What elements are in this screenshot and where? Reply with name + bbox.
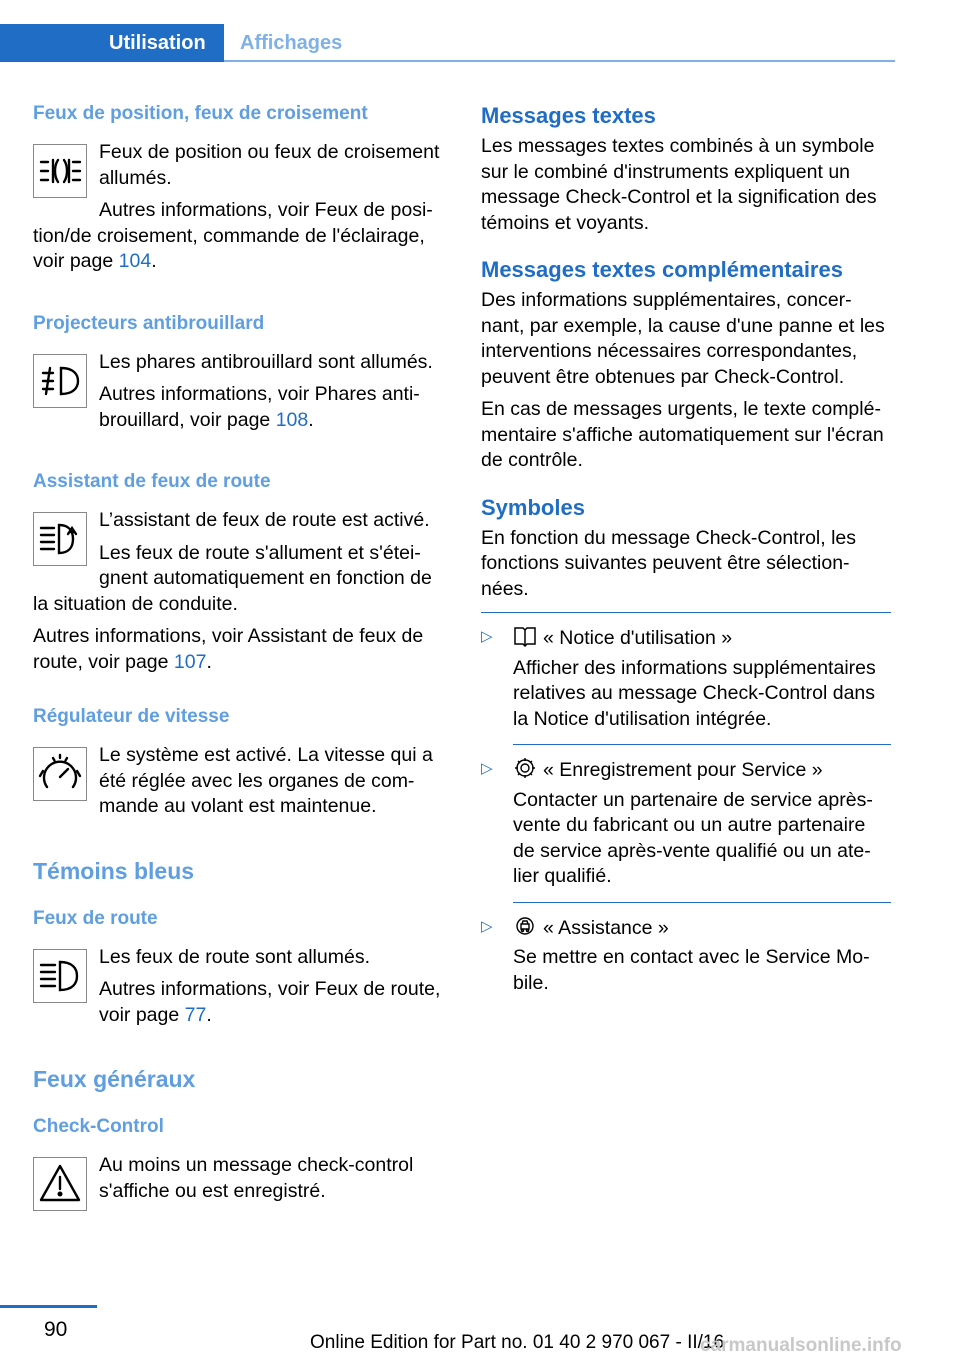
paragraph: Au moins un message check-control s'affiche ou est enregistré. bbox=[99, 1154, 414, 1202]
heading-general-lights: Feux généraux bbox=[33, 1066, 196, 1092]
divider bbox=[513, 744, 891, 745]
section-title: Projecteurs antibrouillard bbox=[33, 312, 265, 334]
paragraph: Autres informations, voir Assistant de feux de route, voir page bbox=[33, 625, 424, 673]
bullet-label: « Assistance » bbox=[543, 916, 669, 939]
book-icon[interactable] bbox=[513, 625, 537, 647]
page-number: 90 bbox=[44, 1318, 68, 1341]
section-title: Assistant de feux de route bbox=[33, 471, 271, 492]
bullet-desc: Contacter un partenaire de service après-vente du fabricant ou un autre partenaire de service après-vente qualifié ou un ate-lier qualifié. bbox=[513, 788, 873, 887]
section-high-beam: Feux de route Les feux de route sont allumés. Autres informations, voir Feux de route, voir page 77. bbox=[33, 907, 448, 1036]
bmw-service-icon[interactable] bbox=[513, 757, 537, 779]
paragraph: Feux de position ou feux de croisement allumés. bbox=[99, 141, 440, 189]
section-title: Régulateur de vitesse bbox=[33, 706, 230, 727]
bullet-label: « Notice d'utilisation » bbox=[543, 627, 733, 649]
edition-note: Online Edition for Part no. 01 40 2 970 067 - II/16 bbox=[310, 1332, 725, 1353]
section-title: Messages textes bbox=[481, 103, 656, 128]
divider bbox=[513, 902, 891, 903]
tab-affichages[interactable]: Affichages bbox=[240, 32, 343, 54]
page-link[interactable]: 108 bbox=[275, 408, 309, 431]
triangle-bullet-icon: ▷ bbox=[481, 760, 493, 777]
paragraph: Des informations supplémentaires, concer-nant, par exemple, la cause d'une panne et les interventions nécessaires correspondantes, peuvent être obtenues par Check-Control. bbox=[481, 289, 885, 388]
left-column bbox=[33, 102, 448, 1249]
triangle-bullet-icon: ▷ bbox=[481, 917, 493, 935]
divider bbox=[481, 612, 891, 613]
header-tabs bbox=[0, 0, 895, 62]
high-beam-icon bbox=[33, 949, 87, 1003]
paragraph: Les phares antibrouillard sont allumés. bbox=[99, 350, 433, 373]
triangle-bullet-icon: ▷ bbox=[481, 628, 493, 645]
page-link[interactable]: 77 bbox=[184, 1003, 207, 1026]
watermark: carmanualsonline.info bbox=[700, 1335, 902, 1356]
section-title: Feux de position, feux de croisement bbox=[33, 103, 368, 124]
section-title: Check-Control bbox=[33, 1116, 164, 1137]
section-fog-lights: Projecteurs antibrouillard Les phares antibrouillard sont allumés. Autres informations, voir Phares anti-brouillard, voir page 108. bbox=[33, 312, 448, 441]
assistance-icon[interactable] bbox=[513, 915, 537, 937]
paragraph: Les feux de route sont allumés. bbox=[99, 945, 370, 968]
paragraph: L’assistant de feux de route est activé. bbox=[99, 509, 430, 531]
tab-utilisation[interactable]: Utilisation bbox=[0, 24, 224, 62]
warning-triangle-icon bbox=[33, 1157, 87, 1211]
right-column bbox=[481, 102, 891, 1008]
paragraph: Le système est activé. La vitesse qui a été réglée avec les organes de com-mande au volant est maintenue. bbox=[99, 744, 433, 817]
paragraph: En cas de messages urgents, le texte complé-mentaire s'affiche automatiquement sur l'écran de contrôle. bbox=[481, 398, 884, 471]
heading-blue-indicators: Témoins bleus bbox=[33, 857, 195, 884]
footer-rule bbox=[0, 1305, 97, 1308]
bullet-desc: Afficher des informations supplémentaires relatives au message Check-Control dans la Notice d'utilisation intégrée. bbox=[513, 656, 876, 730]
paragraph: Autres informations, voir Phares anti-brouillard, voir page bbox=[99, 383, 420, 431]
section-title: Symboles bbox=[481, 494, 585, 520]
paragraph: Autres informations, voir Feux de posi-tion/de croisement, commande de l'éclairage, voir page bbox=[33, 199, 433, 272]
bullet-label: « Enregistrement pour Service » bbox=[543, 759, 823, 781]
high-beam-assistant-icon bbox=[33, 512, 87, 566]
paragraph: Les feux de route s'allument et s'étei-gnent automatiquement en fonction de la situation de conduite. bbox=[33, 541, 432, 615]
paragraph: Autres informations, voir Feux de route, voir page bbox=[99, 978, 441, 1026]
section-title: Feux de route bbox=[33, 907, 158, 929]
fog-light-icon bbox=[33, 354, 87, 408]
section-cruise-control bbox=[33, 705, 448, 827]
list-item bbox=[481, 757, 891, 890]
page-link[interactable]: 107 bbox=[173, 650, 207, 673]
section-high-beam-assistant: Assistant de feux de route L’assistant de feux de route est activé. Les feux de route s'allument et s'étei-gnent automatiquement en fonction de la situation de conduite. Autres informations, voir Assistant de feux de route, voir page 107. bbox=[33, 470, 448, 675]
position-lights-icon bbox=[33, 144, 87, 198]
cruise-control-icon bbox=[33, 747, 87, 801]
bullet-desc: Se mettre en contact avec le Service Mo-bile. bbox=[513, 946, 870, 994]
list-item bbox=[481, 915, 891, 997]
section-title: Messages textes complémentaires bbox=[481, 257, 843, 282]
section-check-control bbox=[33, 1115, 448, 1219]
tab-underline bbox=[224, 60, 895, 62]
section-position-lights: Feux de position, feux de croisement Feux de position ou feux de croisement allumés. Autres informations, voir Feux de posi-tion/de croisement, commande de l'éclairage, voir page 104. bbox=[33, 102, 448, 282]
list-item bbox=[481, 625, 891, 732]
page-link[interactable]: 104 bbox=[118, 250, 152, 272]
paragraph: En fonction du message Check-Control, les fonctions suivantes peuvent être sélection-nées. bbox=[481, 526, 857, 600]
paragraph: Les messages textes combinés à un symbole sur le combiné d'instruments expliquent un message Check-Control et la signification des témoins et voyants. bbox=[481, 135, 877, 234]
